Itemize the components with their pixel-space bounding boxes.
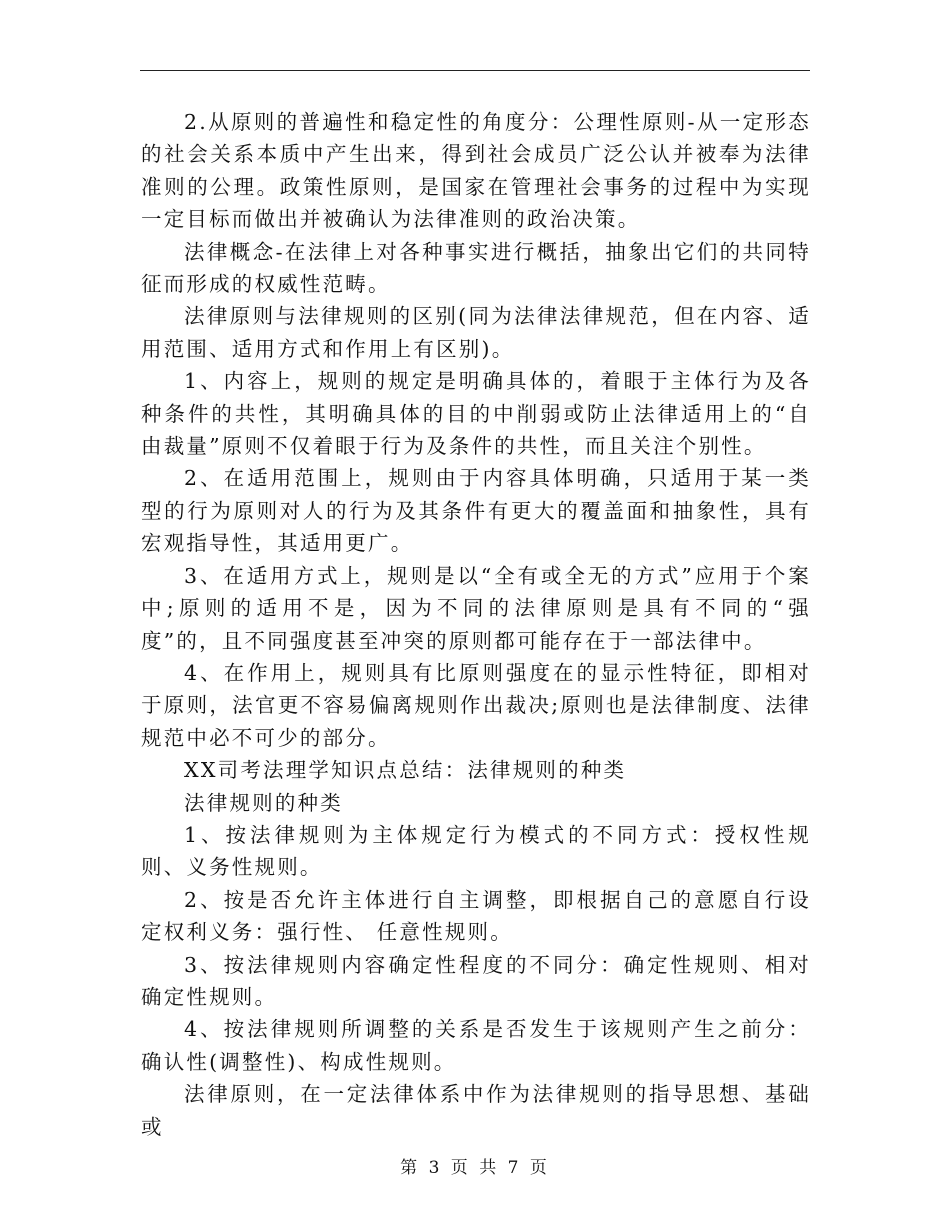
header-rule [140, 70, 810, 71]
paragraph: 2.从原则的普遍性和稳定性的角度分：公理性原则-从一定形态的社会关系本质中产生出来，得到社会成员广泛公认并被奉为法律准则的公理。政策性原则，是国家在管理社会事务的过程中为实现一定目标而做出并被确认为法律准则的政治决策。 [141, 110, 811, 232]
page-number: 第 3 页 共 7 页 [400, 1158, 550, 1178]
paragraph: 法律原则与法律规则的区别(同为法律法律规范，但在内容、适用范围、适用方式和作用上有区别)。 [141, 304, 811, 361]
paragraph: 法律概念-在法律上对各种事实进行概括，抽象出它们的共同特征而形成的权威性范畴。 [141, 239, 811, 297]
paragraph: 4、在作用上，规则具有比原则强度在的显示性特征，即相对于原则，法官更不容易偏离规则作出裁决;原则也是法律制度、法律规范中必不可少的部分。 [141, 660, 811, 750]
paragraph: 3、在适用方式上，规则是以“全有或全无的方式”应用于个案中;原则的适用不是，因为不同的法律原则是具有不同的“强度”的，且不同强度甚至冲突的原则都可能存在于一部法律中。 [141, 563, 811, 653]
subsection-heading: 法律规则的种类 [184, 790, 343, 815]
section-heading: XX司考法理学知识点总结：法律规则的种类 [184, 758, 627, 783]
paragraph: 法律原则，在一定法律体系中作为法律规则的指导思想、基础或 [141, 1082, 811, 1139]
paragraph: 2、在适用范围上，规则由于内容具体明确，只适用于某一类型的行为原则对人的行为及其条件有更大的覆盖面和抽象性，具有宏观指导性，其适用更广。 [141, 466, 811, 556]
paragraph: 4、按法律规则所调整的关系是否发生于该规则产生之前分：确认性(调整性)、构成性规则。 [141, 1017, 811, 1074]
paragraph: 1、内容上，规则的规定是明确具体的，着眼于主体行为及各种条件的共性，其明确具体的目的中削弱或防止法律适用上的“自由裁量”原则不仅着眼于行为及条件的共性，而且关注个别性。 [141, 369, 811, 459]
paragraph: 3、按法律规则内容确定性程度的不同分：确定性规则、相对确定性规则。 [141, 952, 811, 1009]
document-body [141, 106, 811, 1143]
paragraph: 2、按是否允许主体进行自主调整，即根据自己的意愿自行设定权利义务：强行性、 任意性规则。 [141, 887, 811, 945]
paragraph: 1、按法律规则为主体规定行为模式的不同方式：授权性规则、义务性规则。 [141, 822, 811, 880]
